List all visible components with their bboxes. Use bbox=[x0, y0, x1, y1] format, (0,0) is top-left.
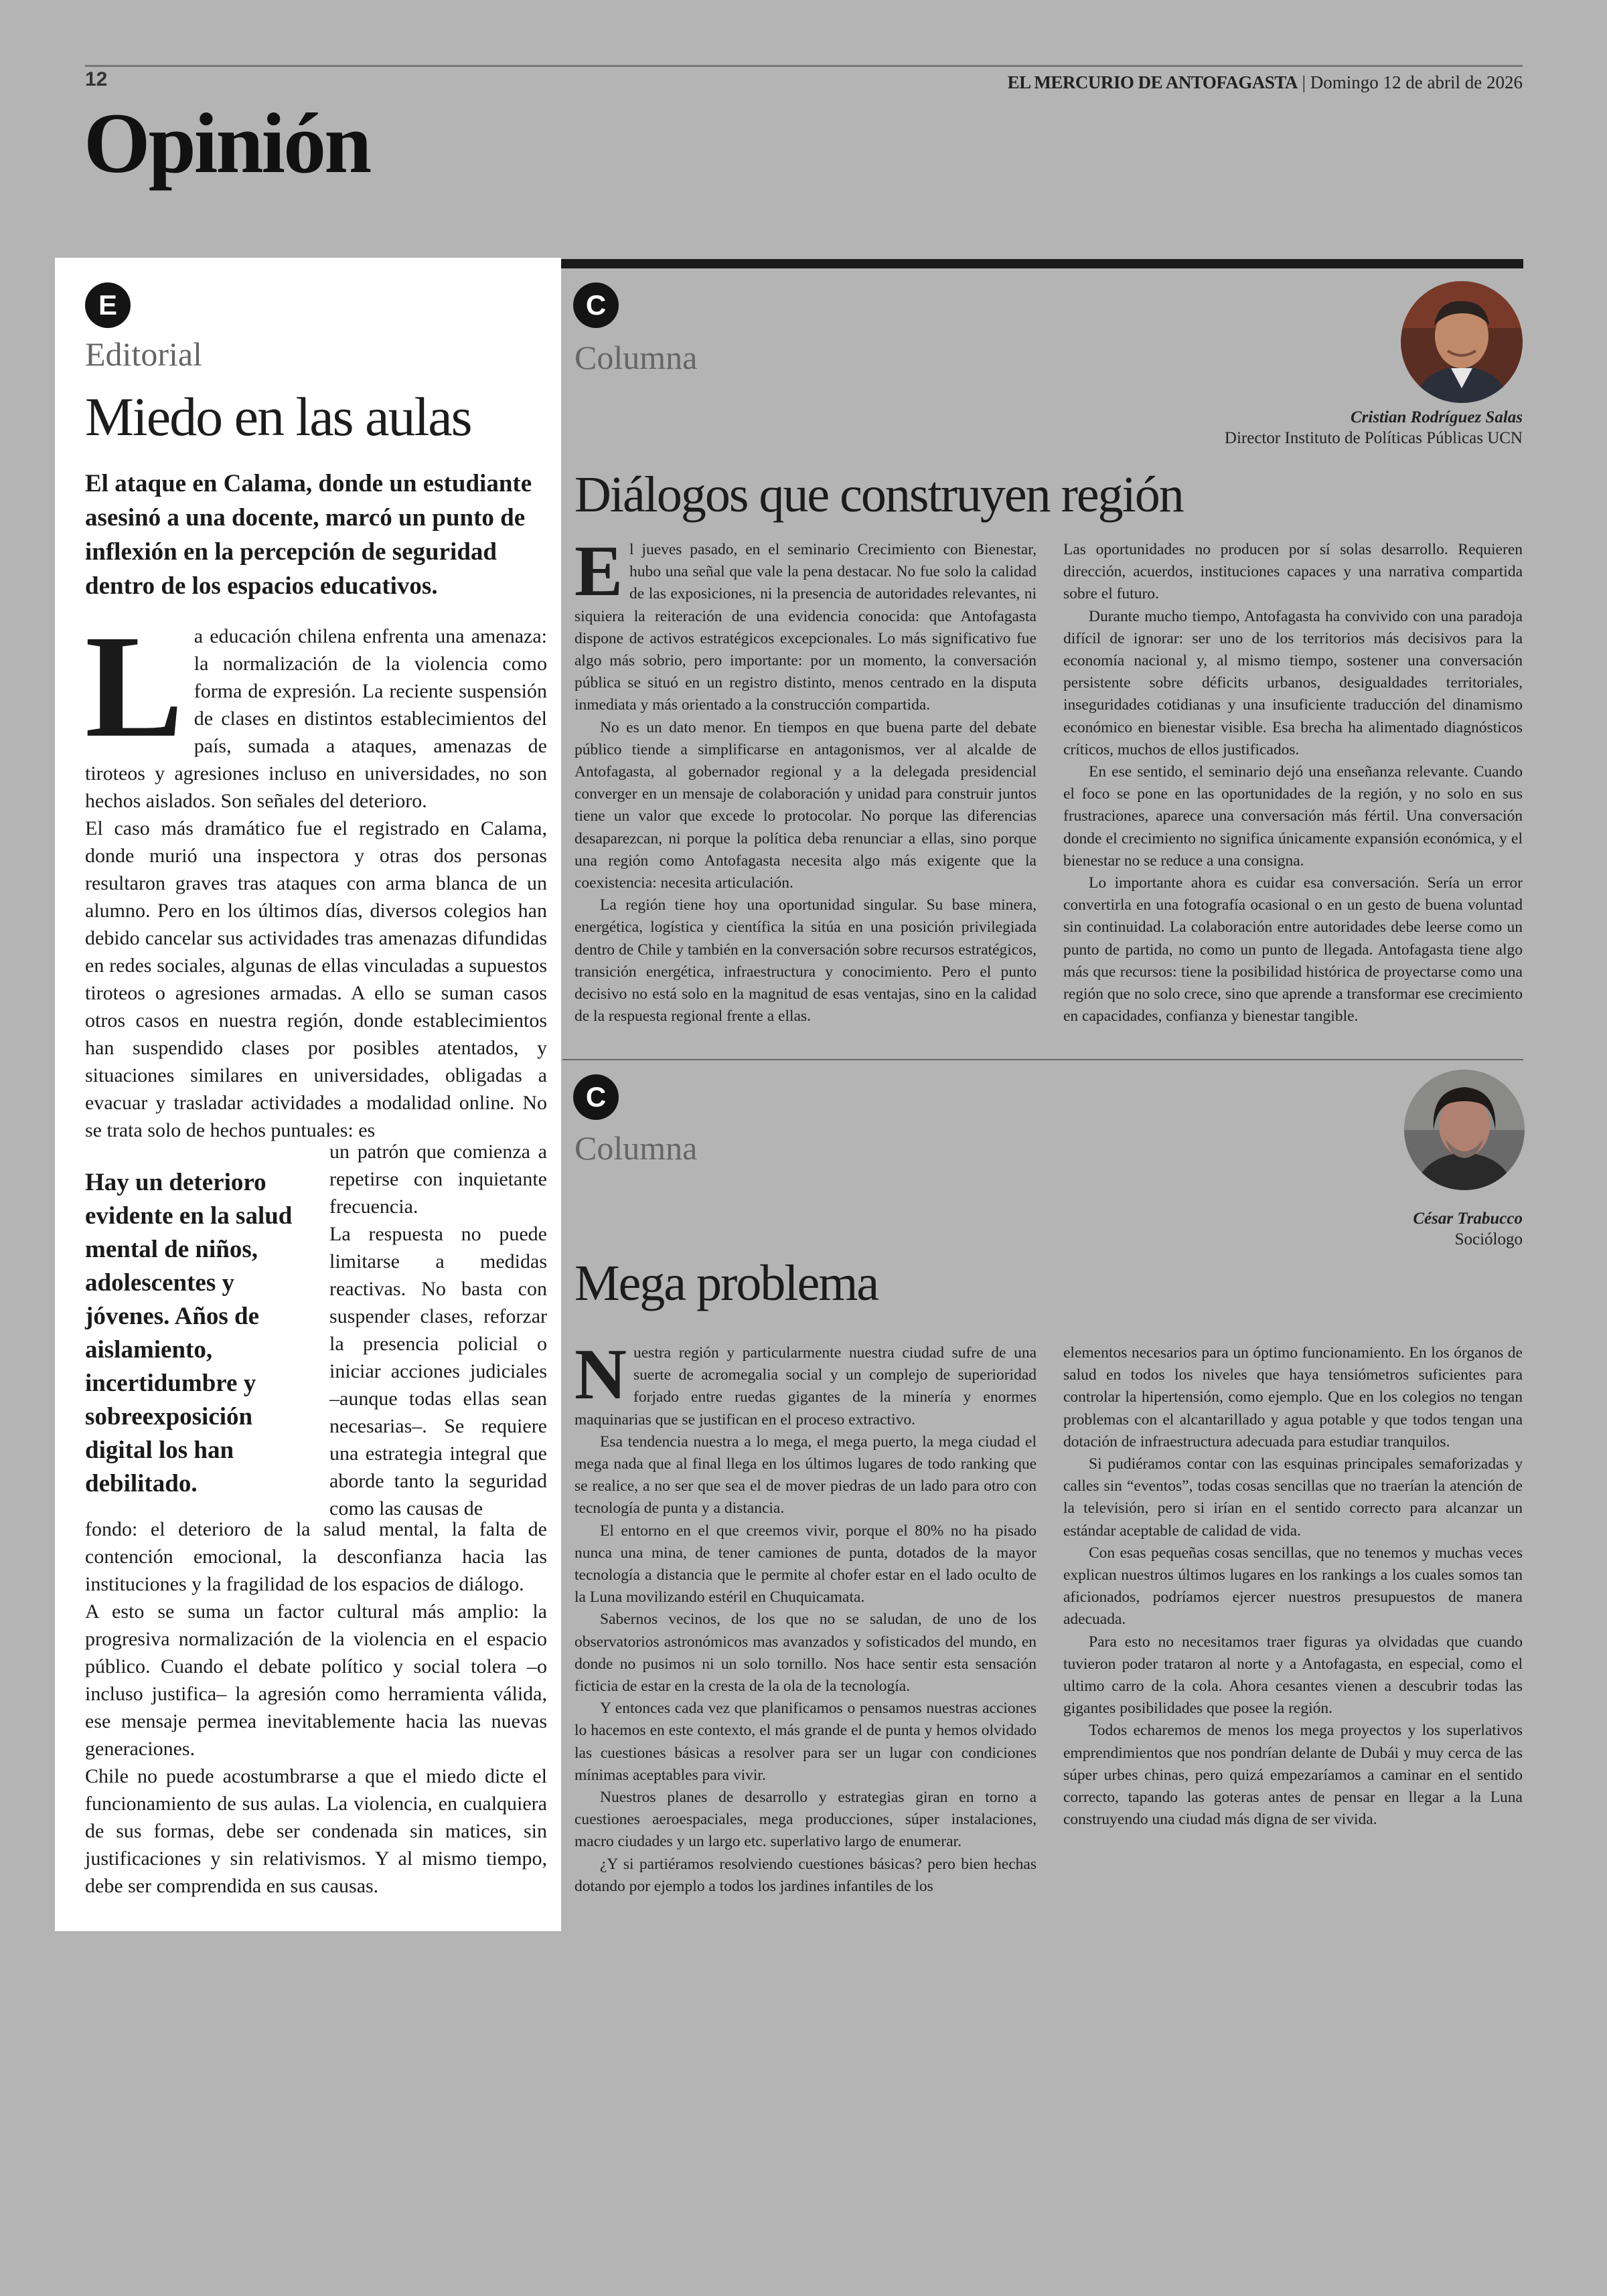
column1-text-right bbox=[1063, 539, 1523, 1028]
column2-headline: Mega problema bbox=[575, 1255, 878, 1311]
header-rule bbox=[85, 65, 1523, 67]
editorial-pull-quote: Hay un deterioro evidente en la salud mental de niños, adolescentes y jóvenes. Años de aislamiento, incertidumbre y sobreexposición digital los han debilitado. bbox=[85, 1169, 293, 1497]
column2-paragraph: ¿Y si partiéramos resolviendo cuestiones básicas? pero bien hechas dotando por ejemplo a todos los jardines infantiles de los bbox=[575, 1855, 1037, 1895]
column1-dropcap: E bbox=[575, 531, 623, 611]
column1-badge: C bbox=[573, 282, 619, 328]
column1-paragraph: En ese sentido, el seminario dejó una enseñanza relevante. Cuando el foco se pone en las oportunidades de la región, y no solo en sus frustraciones, aparece una conversación más fértil. Una conversación donde el crecimiento no significa únicamente expansión económica, y el bienestar no se reduce a una consigna. bbox=[1063, 763, 1523, 870]
editorial-body-narrow bbox=[329, 1138, 547, 1522]
editorial-text: a educación chilena enfrenta una amenaza: la normalización de la violencia como forma de expresión. La reciente suspensión de clases en distintos establecimientos del país, sumada a ataques, amenazas de tiroteos y agresiones incluso en universidades, no son hechos aislados. Son señales del deterioro. bbox=[85, 625, 547, 812]
editorial-paragraph: Chile no puede acostumbrarse a que el miedo dicte el funcionamiento de sus aulas. La violencia, en cualquiera de sus formas, debe ser condenada sin matices, sin justificaciones y sin relativismos. Y al mismo tiempo, debe ser comprendida en sus causas. bbox=[85, 1765, 547, 1897]
masthead-separator: | bbox=[1297, 72, 1310, 92]
column1-kicker: Columna bbox=[575, 339, 698, 376]
column1-paragraph bbox=[575, 531, 1037, 717]
editorial-kicker: Editorial bbox=[85, 335, 202, 373]
column1-author: Cristian Rodríguez Salas bbox=[1350, 408, 1523, 426]
issue-date: Domingo 12 de abril de 2026 bbox=[1310, 72, 1523, 92]
editorial-paragraph: un patrón que comienza a repetirse con inquietante frecuencia. bbox=[329, 1141, 547, 1218]
column2-text: uestra región y particularmente nuestra ciudad sufre de una suerte de acromegalia social y un complejo de superioridad forjado entre ruedas gigantes de la minería y enormes maquinarias que se justifican en el proceso extractivo. bbox=[575, 1344, 1037, 1428]
column2-paragraph: Para esto no necesitamos traer figuras ya olvidadas que cuando tuvieron poder trataron al norte y a Antofagasta, en especial, como el ultimo carro de la cola. Ahora cesantes vienen a descubrir todas las gigantes posibilidades que posee la región. bbox=[1063, 1633, 1523, 1718]
column-divider-rule bbox=[562, 1059, 1523, 1060]
column2-paragraph: El entorno en el que creemos vivir, porque el 80% no ha pisado nunca una mina, de tener camiones de punta, dotados de la mayor tecnología a distancia que le permite al chofer estar en el lado oculto de la Luna movilizando estéril en Chuquicamata. bbox=[575, 1522, 1037, 1607]
masthead bbox=[1008, 72, 1523, 93]
column2-text-right bbox=[1063, 1342, 1523, 1831]
column1-author-role: Director Instituto de Políticas Públicas UCN bbox=[1224, 429, 1523, 447]
column1-paragraph: La región tiene hoy una oportunidad singular. Su base minera, energética, logística y científica la sitúa en una posición privilegiada dentro de Chile y también en la conversación sobre recursos estratégicos, transición energética, infraestructura y conocimiento. Pero el punto decisivo no está solo en la magnitud de esas ventajas, sino en la calidad de la respuesta regional frente a ellas. bbox=[575, 896, 1037, 1026]
column1-paragraph: Las oportunidades no producen por sí solas desarrollo. Requieren dirección, acuerdos, instituciones capaces y una narrativa compartida sobre el futuro. bbox=[1063, 541, 1523, 603]
column2-kicker: Columna bbox=[575, 1129, 698, 1167]
editorial-paragraph: A esto se suma un factor cultural más amplio: la progresiva normalización de la violencia en el espacio público. Cuando el debate político y social tolera –o incluso justifica– la agresión como herramienta válida, ese mensaje permea inevitablemente hacia las nuevas generaciones. bbox=[85, 1601, 547, 1760]
column2-dropcap: N bbox=[575, 1335, 627, 1414]
column2-paragraph: Nuestros planes de desarrollo y estrategias giran en torno a cuestiones aeroespaciales, mega producciones, súper instalaciones, macro ciudades y un largo etc. superlativo largo de enumerar. bbox=[575, 1789, 1037, 1851]
editorial-paragraph: fondo: el deterioro de la salud mental, la falta de contención emocional, la desconfianza hacia las instituciones y la fragilidad de los espacios de diálogo. bbox=[85, 1518, 547, 1595]
column1-headline: Diálogos que construyen región bbox=[575, 467, 1183, 523]
editorial-headline: Miedo en las aulas bbox=[85, 386, 471, 447]
column2-paragraph: Esa tendencia nuestra a lo mega, el mega puerto, la mega ciudad el mega nada que al final llega en los últimos lugares de todo ranking que se realice, a no ser que sea el de mover piedras de un lado para otro con tecnología de punta y a distancia. bbox=[575, 1432, 1037, 1518]
page-number: 12 bbox=[85, 68, 108, 90]
editorial-badge: E bbox=[85, 282, 131, 328]
column2-paragraph bbox=[575, 1335, 1037, 1431]
column2-author: César Trabucco bbox=[1413, 1210, 1523, 1228]
column2-paragraph: Todos echaremos de menos los mega proyectos y los superlativos emprendimientos que nos pondrían delante de Dubái y muy cerca de las súper urbes chinas, pero quizá empezaríamos a caminar en el sentido correcto, tapando las goteras antes de pensar en llegar a la Luna construyendo una ciudad más digna de ser vivida. bbox=[1063, 1722, 1523, 1829]
column2-paragraph: Con esas pequeñas cosas sencillas, que no tenemos y muchas veces explican nuestros últimos lugares en los rankings a los cuales somos tan aficionados, podríamos ejercer nuestros presupuestos de manera adecuada. bbox=[1063, 1544, 1523, 1629]
author-photo-rodriguez bbox=[1401, 281, 1523, 403]
editorial-paragraph: La respuesta no puede limitarse a medidas reactivas. No basta con suspender clases, reforzar la presencia policial o iniciar acciones judiciales –aunque todas ellas sean necesarias–. Se requiere una estrategia integral que aborde tanto la seguridad como las causas de bbox=[329, 1223, 547, 1520]
section-title: Opinión bbox=[84, 96, 370, 191]
column2-paragraph: elementos necesarios para un óptimo funcionamiento. En los órganos de salud en todos los niveles que haya tensiómetros suficientes para controlar la hipertensión, como ejemplo. Que en los colegios no tengan problemas con el alcantarillado y agua potable y que todos tengan una dotación de infraestructura adecuada para estudiar tranquilos. bbox=[1063, 1344, 1523, 1451]
column2-badge: C bbox=[573, 1074, 619, 1120]
column2-author-role: Sociólogo bbox=[1454, 1230, 1523, 1248]
column2-paragraph: Sabernos vecinos, de los que no se saludan, de uno de los observatorios astronómicos mas avanzados y sofisticados del mundo, en donde no pusimos ni un solo tornillo. Nos hace sentir esta sensación ficticia de estar en la cresta de la ola de la tecnología. bbox=[575, 1611, 1037, 1696]
author-photo-trabucco bbox=[1404, 1070, 1525, 1190]
section-top-rule bbox=[559, 259, 1523, 268]
editorial-body-bottom bbox=[85, 1515, 547, 1900]
publication-name: EL MERCURIO DE ANTOFAGASTA bbox=[1007, 72, 1298, 92]
column1-paragraph: No es un dato menor. En tiempos en que buena parte del debate público tiende a simplificarse en antagonismos, ver al alcalde de Antofagasta, al gobernador regional y a la delegada presidencial converger en un mensaje de colaboración y unidad para construir juntos tiene un valor que excede lo protocolar. No porque las diferencias desaparezcan, ni porque la política deba renunciar a ellas, sino porque una región como Antofagasta necesita algo más exigente que la coexistencia: necesita articulación. bbox=[575, 718, 1037, 892]
column1-paragraph: Lo importante ahora es cuidar esa conversación. Sería un error convertirla en una fotografía ocasional o en un gesto de buena voluntad sin continuidad. La colaboración entre autoridades debe leerse como un punto de partida, no como un punto de llegada. Antofagasta tiene algo más que recursos: tiene la posibilidad histórica de proyectarse como una región que no solo crece, sino que aprende a transformar ese crecimiento en capacidades, confianza y bienestar tangible. bbox=[1063, 874, 1523, 1026]
editorial-dropcap: L bbox=[85, 604, 183, 768]
column2-paragraph: Y entonces cada vez que planificamos o pensamos nuestras acciones lo hacemos en este contexto, el más grande el de punta y hemos olvidado las cuestiones básicas a resolver para ser un lugar con condiciones mínimas aceptables para vivir. bbox=[575, 1700, 1037, 1784]
editorial-body-top bbox=[85, 604, 547, 1144]
column2-text-left bbox=[575, 1335, 1037, 1898]
column1-text: l jueves pasado, en el seminario Crecimiento con Bienestar, hubo una señal que vale la pena destacar. No fue solo la calidad de las exposiciones, ni la presencia de autoridades relevantes, ni siquiera la reiteración de una evidencia conocida: que Antofagasta dispone de activos estratégicos excepcionales. Lo más significativo fue algo más sobrio, pero importante: por un momento, la conversación pública se situó en un registro distinto, menos centrado en la disputa inmediata y más orientado a la construcción compartida. bbox=[575, 541, 1037, 714]
column1-paragraph: Durante mucho tiempo, Antofagasta ha convivido con una paradoja difícil de ignorar: ser uno de los territorios más decisivos para la economía nacional y, al mismo tiempo, sostener una conversación persistente sobre déficits urbanos, desigualdades territoriales, inseguridades cotidianas y una insuficiente traducción del dinamismo económico en bienestar visible. Esa brecha ha alimentado diagnósticos críticos, muchos de ellos justificados. bbox=[1063, 607, 1523, 758]
column2-paragraph: Si pudiéramos contar con las esquinas principales semaforizadas y calles sin “eventos”, todas cosas sencillas que no traerían la atención de la televisión, pero si irían en el sentido correcto para alcanzar un estándar aceptable de calidad de vida. bbox=[1063, 1455, 1523, 1540]
editorial-lead: El ataque en Calama, donde un estudiante asesinó a una docente, marcó un punto de inflexión en la percepción de seguridad dentro de los espacios educativos. bbox=[85, 470, 532, 600]
editorial-paragraph bbox=[85, 604, 547, 815]
editorial-paragraph: El caso más dramático fue el registrado en Calama, donde murió una inspectora y otras dos personas resultaron graves tras ataques con arma blanca de un alumno. Pero en los últimos días, diversos colegios han debido cancelar sus actividades tras amenazas difundidas en redes sociales, algunas de ellas vinculadas a supuestos tiroteos o agresiones armadas. A ello se suman casos otros casos en nuestra región, donde establecimientos han suspendido clases por posibles atentados, y situaciones similares en universidades, obligadas a evacuar y trasladar actividades a modalidad online. No se trata solo de hechos puntuales: es bbox=[85, 817, 547, 1141]
column1-text-left bbox=[575, 531, 1037, 1028]
